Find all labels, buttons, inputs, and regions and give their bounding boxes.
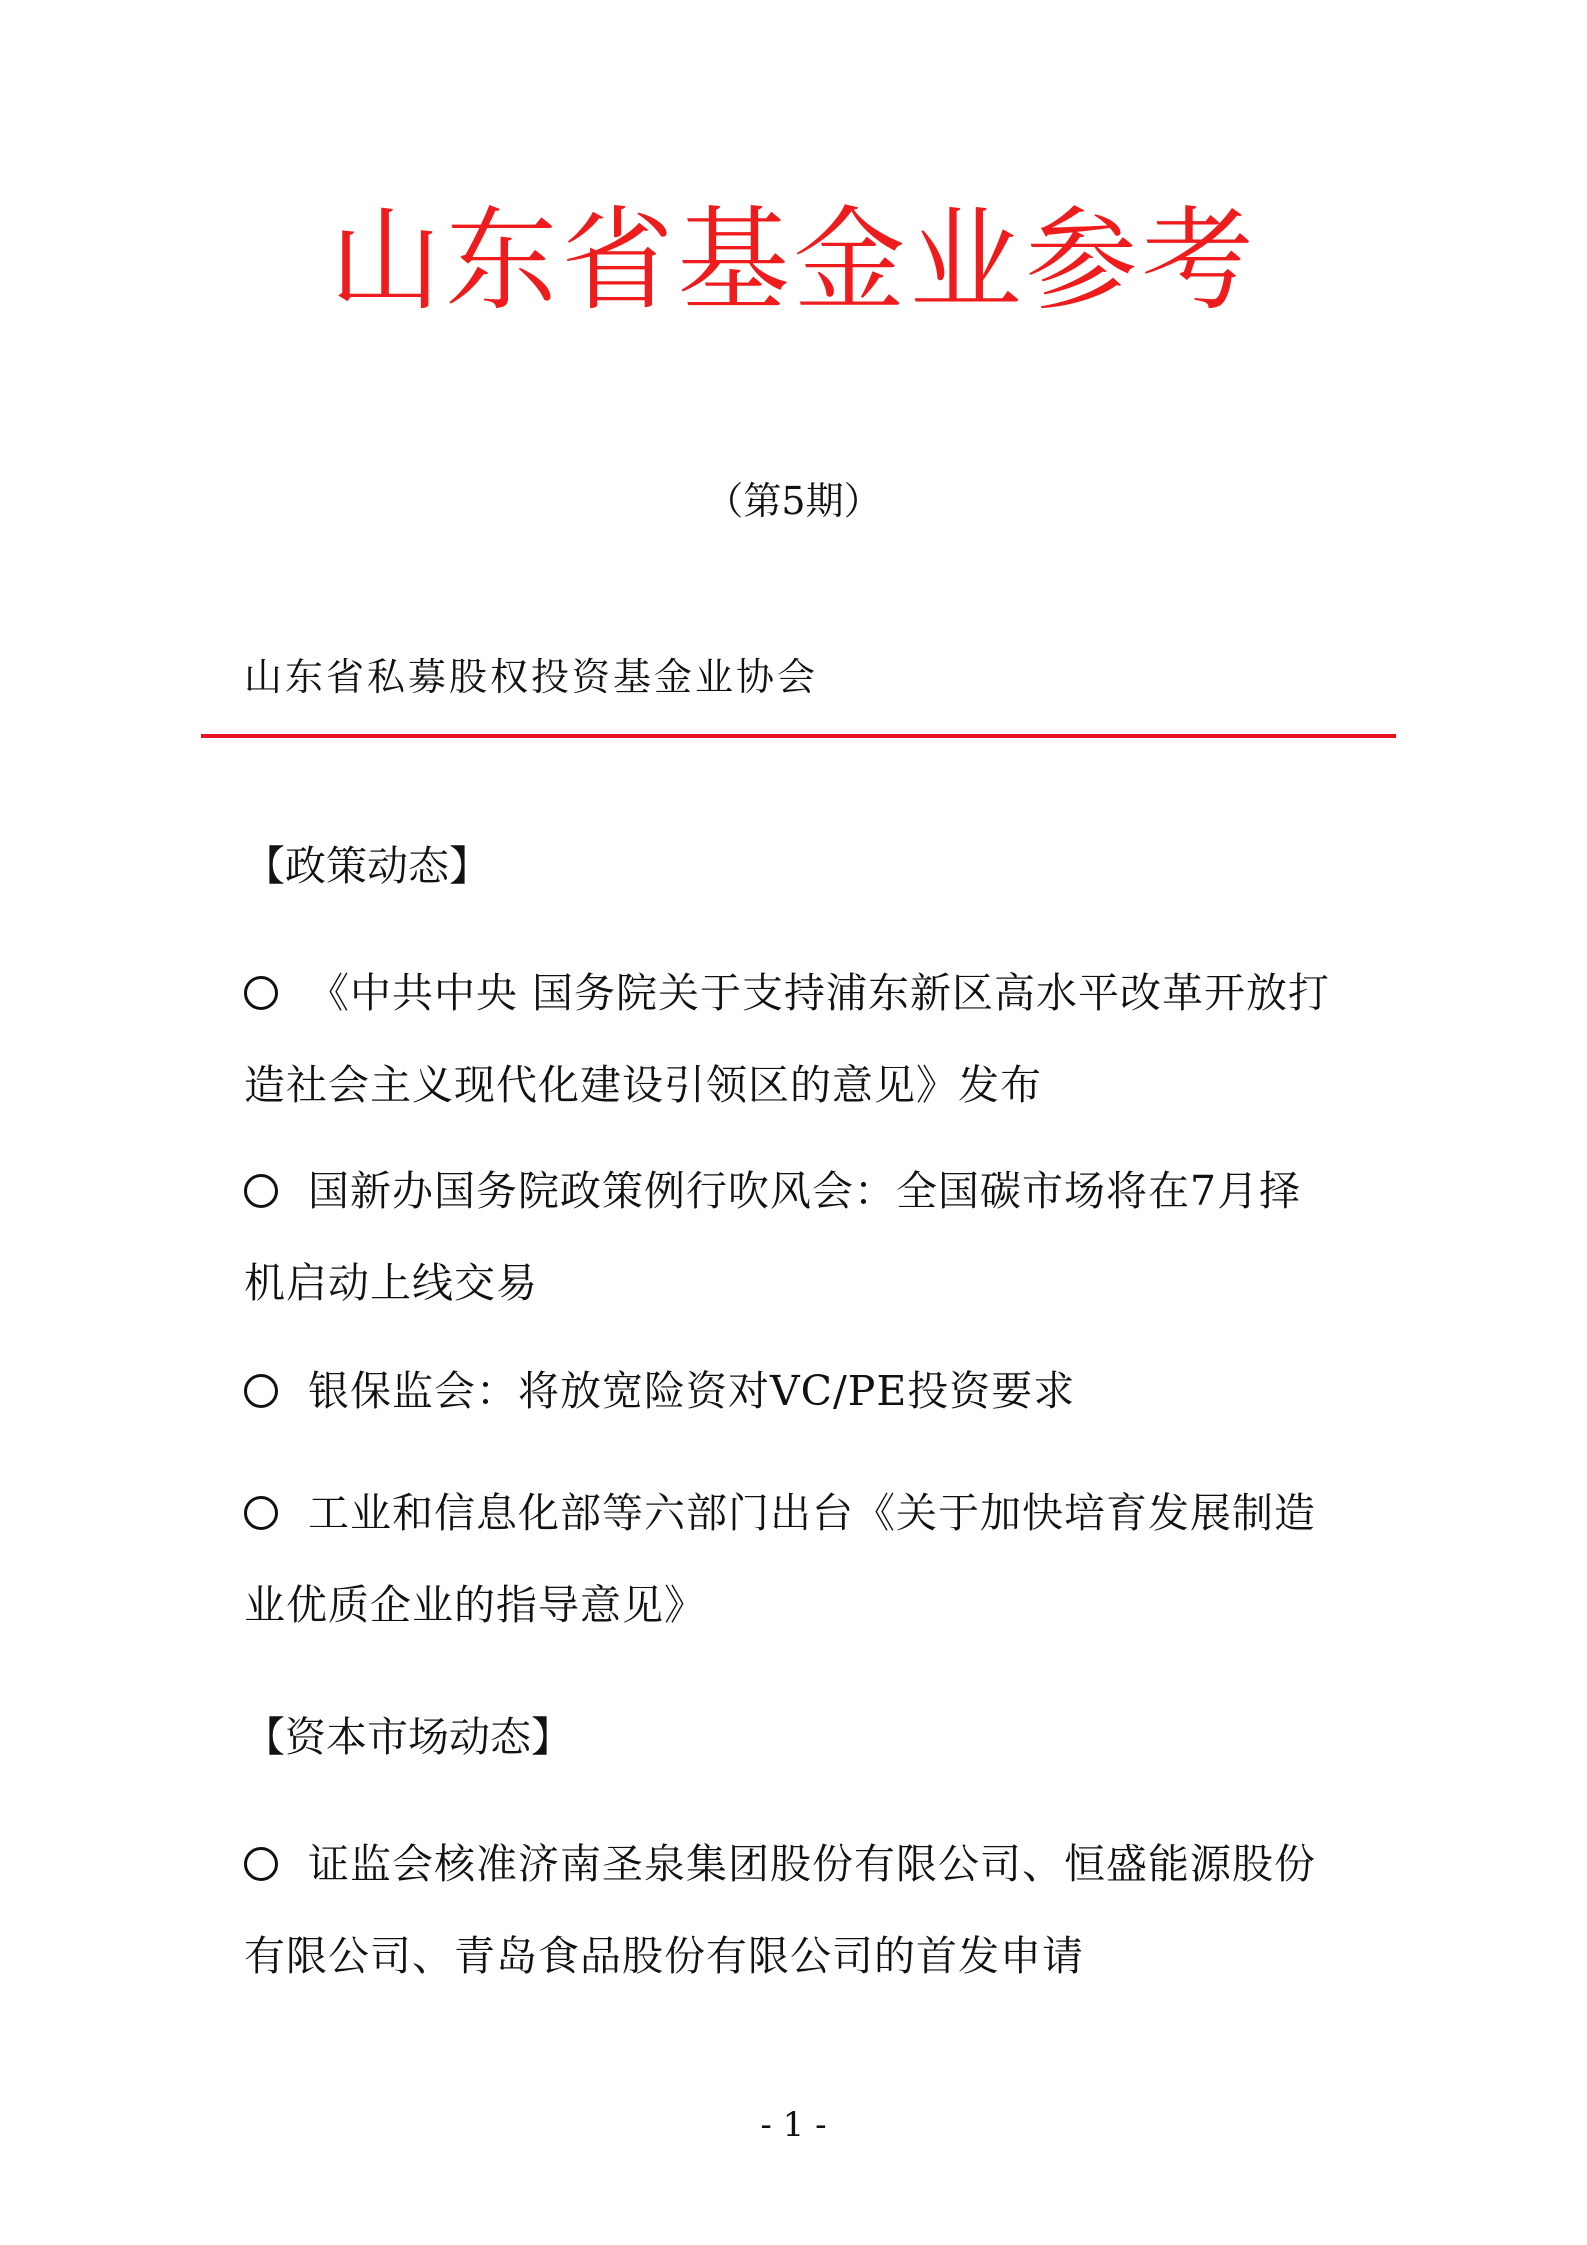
item-text-line: 《中共中央 国务院关于支持浦东新区高水平改革开放打 bbox=[308, 969, 1331, 1017]
list-item bbox=[244, 1345, 1359, 1437]
hollow-circle-bullet-icon bbox=[244, 1174, 278, 1208]
item-text-line: 有限公司、青岛食品股份有限公司的首发申请 bbox=[244, 1932, 1084, 1980]
hollow-circle-bullet-icon bbox=[244, 1496, 278, 1530]
item-text-line: 国新办国务院政策例行吹风会：全国碳市场将在7月择 bbox=[308, 1167, 1302, 1215]
list-item bbox=[244, 1818, 1359, 2002]
section-heading-capital-market: 【资本市场动态】 bbox=[244, 1713, 572, 1761]
header-divider bbox=[201, 734, 1396, 738]
item-text-line: 业优质企业的指导意见》 bbox=[244, 1581, 706, 1629]
list-item bbox=[244, 947, 1359, 1131]
list-item bbox=[244, 1145, 1359, 1329]
item-text-line: 工业和信息化部等六部门出台《关于加快培育发展制造 bbox=[308, 1489, 1316, 1537]
hollow-circle-bullet-icon bbox=[244, 1847, 278, 1881]
page-number: - 1 - bbox=[760, 2105, 827, 2145]
masthead-title: 山东省基金业参考 bbox=[329, 196, 1258, 326]
section-heading-policy: 【政策动态】 bbox=[244, 842, 490, 890]
organization-name: 山东省私募股权投资基金业协会 bbox=[244, 655, 819, 699]
hollow-circle-bullet-icon bbox=[244, 976, 278, 1010]
item-text-line: 造社会主义现代化建设引领区的意见》发布 bbox=[244, 1061, 1042, 1109]
item-text-line: 银保监会：将放宽险资对VC/PE投资要求 bbox=[308, 1367, 1076, 1415]
list-item bbox=[244, 1467, 1359, 1651]
hollow-circle-bullet-icon bbox=[244, 1374, 278, 1408]
item-text-line: 机启动上线交易 bbox=[244, 1259, 538, 1307]
item-text-line: 证监会核准济南圣泉集团股份有限公司、恒盛能源股份 bbox=[308, 1840, 1316, 1888]
issue-number: （第5期） bbox=[705, 479, 882, 523]
